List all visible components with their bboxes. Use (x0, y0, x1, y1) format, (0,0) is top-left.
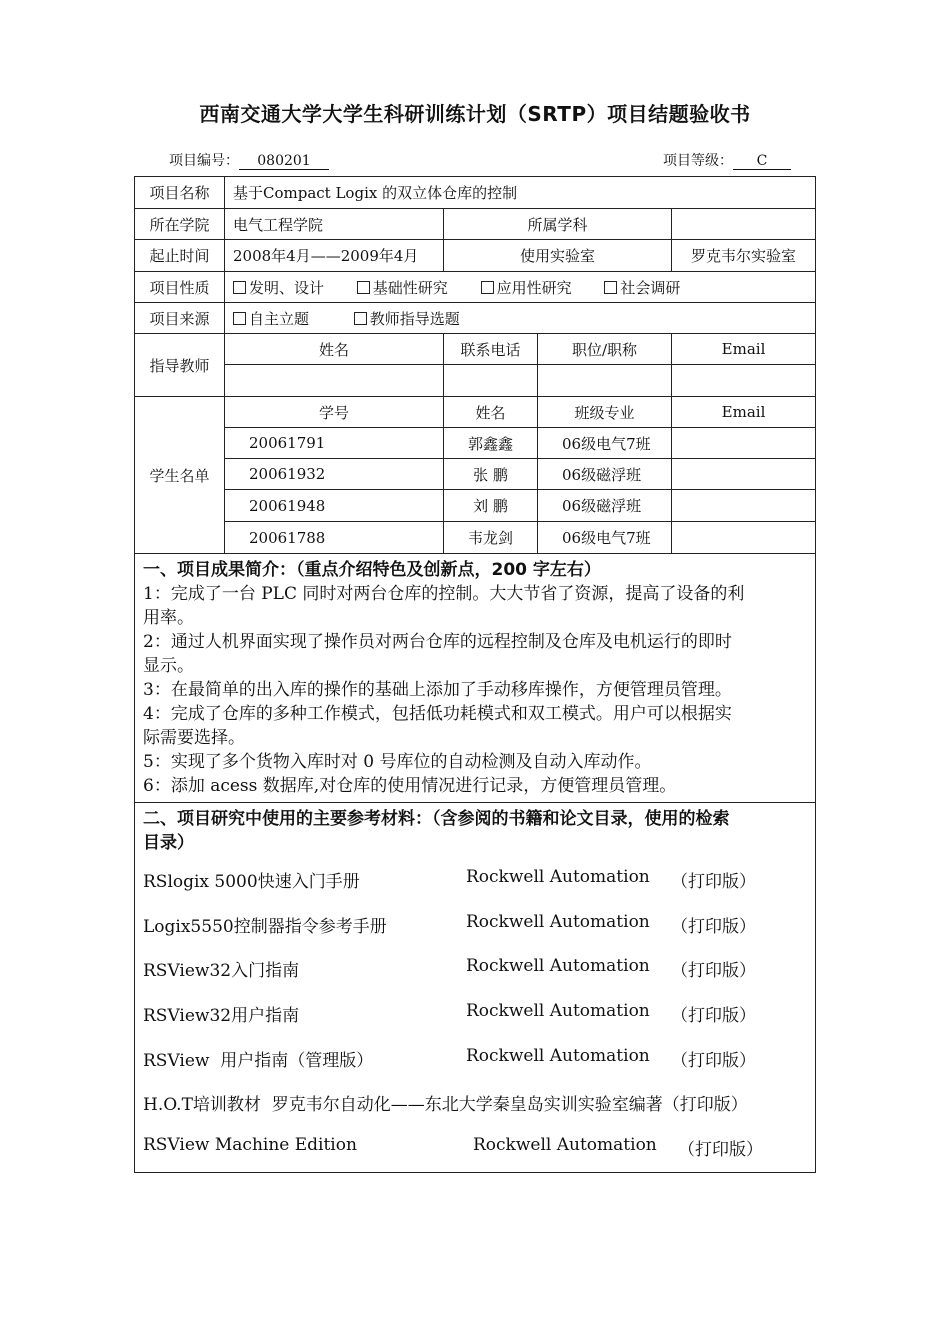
advisor-name[interactable] (225, 365, 444, 397)
reference-item (143, 944, 807, 989)
summary-line: 4：完成了仓库的多种工作模式，包括低功耗模式和双工模式。用户可以根据实 (143, 704, 732, 724)
project-source-label: 项目来源 (135, 303, 225, 334)
students-header-id: 学号 (225, 397, 444, 428)
references-section-row (135, 803, 816, 1173)
summary-line: 2：通过人机界面实现了操作员对两台仓库的远程控制及仓库及电机运行的即时 (143, 632, 732, 652)
row-project-nature (135, 272, 816, 303)
project-source-options (225, 303, 816, 334)
table-row (135, 490, 816, 522)
table-row (135, 428, 816, 459)
student-name: 郭鑫鑫 (444, 428, 538, 459)
summary-line: 3：在最简单的出入库的操作的基础上添加了手动移库操作，方便管理员管理。 (143, 680, 732, 700)
document-title: 西南交通大学大学生科研训练计划（SRTP）项目结题验收书 (199, 102, 751, 126)
period-label: 起止时间 (135, 240, 225, 272)
project-name-value: 基于Compact Logix 的双立体仓库的控制 (225, 177, 816, 209)
summary-line: 际需要选择。 (143, 728, 245, 748)
reference-title: Logix5550控制器指令参考手册 (143, 916, 387, 937)
students-header-name: 姓名 (444, 397, 538, 428)
reference-publisher: Rockwell Automation (466, 956, 650, 977)
source-option-teacher[interactable]: 教师指导选题 (354, 310, 460, 328)
advisor-data-row (135, 365, 816, 397)
table-row (135, 459, 816, 490)
student-name: 韦龙剑 (444, 522, 538, 554)
advisor-header-phone: 联系电话 (444, 334, 538, 365)
checkbox-icon[interactable] (357, 281, 370, 294)
project-nature-options (225, 272, 816, 303)
checkbox-icon[interactable] (233, 281, 246, 294)
project-nature-label: 项目性质 (135, 272, 225, 303)
students-header-class: 班级专业 (538, 397, 672, 428)
discipline-value (672, 209, 816, 240)
reference-title: RSView32用户指南 (143, 1006, 300, 1027)
checkbox-icon[interactable] (354, 312, 367, 325)
students-header-row (135, 397, 816, 428)
reference-format: （打印版） (671, 872, 756, 892)
advisor-header-title: 职位/职称 (538, 334, 672, 365)
advisor-header-email: Email (672, 334, 816, 365)
project-number-label: 项目编号： (169, 153, 239, 169)
student-email (672, 522, 816, 554)
reference-title: RSView 用户指南（管理版） (143, 1050, 374, 1071)
references-list (143, 855, 807, 1168)
students-header-email: Email (672, 397, 816, 428)
nature-option-basic-research[interactable]: 基础性研究 (357, 279, 448, 297)
advisor-header-name: 姓名 (225, 334, 444, 365)
advisor-phone[interactable] (444, 365, 538, 397)
summary-line: 显示。 (143, 656, 194, 676)
college-label: 所在学院 (135, 209, 225, 240)
summary-line: 6：添加 acess 数据库,对仓库的使用情况进行记录，方便管理员管理。 (143, 776, 677, 796)
student-class: 06级磁浮班 (538, 490, 672, 522)
reference-format: （打印版） (678, 1140, 763, 1161)
reference-publisher: Rockwell Automation (466, 867, 650, 887)
summary-line: 1：完成了一台 PLC 同时对两台仓库的控制。大大节省了资源，提高了设备的利 (143, 584, 745, 604)
reference-publisher: Rockwell Automation (466, 1045, 650, 1066)
table-row (135, 522, 816, 554)
reference-format: （打印版） (671, 916, 756, 937)
reference-item (143, 1123, 807, 1168)
student-id: 20061948 (225, 490, 444, 522)
references-section (135, 803, 816, 1173)
project-number (169, 150, 329, 170)
student-email (672, 459, 816, 490)
reference-item (143, 900, 807, 945)
source-option-self[interactable]: 自主立题 (233, 310, 309, 328)
reference-publisher: Rockwell Automation (473, 1135, 657, 1156)
project-grade-label: 项目等级： (663, 153, 733, 169)
summary-section-row (135, 554, 816, 803)
period-value: 2008年4月——2009年4月 (225, 240, 444, 272)
reference-item (143, 989, 807, 1034)
reference-format: （打印版） (671, 1006, 756, 1027)
project-name-label: 项目名称 (135, 177, 225, 209)
college-value: 电气工程学院 (225, 209, 444, 240)
nature-option-applied-research[interactable]: 应用性研究 (481, 279, 572, 297)
nature-option-invention[interactable]: 发明、设计 (233, 279, 324, 297)
lab-value: 罗克韦尔实验室 (672, 240, 816, 272)
checkbox-icon[interactable] (481, 281, 494, 294)
project-grade-value: C (733, 154, 791, 170)
student-email (672, 428, 816, 459)
advisor-title[interactable] (538, 365, 672, 397)
student-id: 20061788 (225, 522, 444, 554)
reference-publisher: Rockwell Automation (466, 911, 650, 932)
project-number-value: 080201 (239, 154, 329, 170)
advisor-email[interactable] (672, 365, 816, 397)
acceptance-form-table (134, 176, 816, 1173)
discipline-label: 所属学科 (444, 209, 672, 240)
reference-format: （打印版） (671, 961, 756, 982)
row-period (135, 240, 816, 272)
student-id: 20061932 (225, 459, 444, 490)
nature-option-social-survey[interactable]: 社会调研 (604, 279, 680, 297)
reference-item (143, 1034, 807, 1079)
student-id: 20061791 (225, 428, 444, 459)
checkbox-icon[interactable] (604, 281, 617, 294)
reference-format: （打印版） (671, 1050, 756, 1071)
row-project-source (135, 303, 816, 334)
row-college (135, 209, 816, 240)
advisor-label: 指导教师 (135, 334, 225, 397)
reference-full: H.O.T培训教材 罗克韦尔自动化——东北大学秦皇岛实训实验室编著（打印版） (143, 1095, 748, 1116)
reference-item (143, 855, 807, 900)
student-class: 06级电气7班 (538, 428, 672, 459)
summary-heading: 一、项目成果简介：（重点介绍特色及创新点，200 字左右） (143, 560, 601, 580)
row-project-name (135, 177, 816, 209)
reference-title: RSlogix 5000快速入门手册 (143, 872, 360, 892)
student-class: 06级电气7班 (538, 522, 672, 554)
reference-publisher: Rockwell Automation (466, 1001, 650, 1022)
advisor-header-row (135, 334, 816, 365)
reference-title: RSView Machine Edition (143, 1135, 357, 1156)
project-grade (663, 150, 791, 170)
student-name: 张 鹏 (444, 459, 538, 490)
students-label: 学生名单 (135, 397, 225, 554)
lab-label: 使用实验室 (444, 240, 672, 272)
reference-title: RSView32入门指南 (143, 961, 300, 982)
student-class: 06级磁浮班 (538, 459, 672, 490)
summary-section (135, 554, 816, 803)
summary-line: 用率。 (143, 608, 194, 628)
summary-line: 5：实现了多个货物入库时对 0 号库位的自动检测及自动入库动作。 (143, 752, 652, 772)
checkbox-icon[interactable] (233, 312, 246, 325)
student-email (672, 490, 816, 522)
student-name: 刘 鹏 (444, 490, 538, 522)
reference-item (143, 1078, 807, 1123)
references-heading: 二、项目研究中使用的主要参考材料：（含参阅的书籍和论文目录，使用的检索 目录） (143, 809, 730, 853)
summary-body (143, 582, 807, 798)
